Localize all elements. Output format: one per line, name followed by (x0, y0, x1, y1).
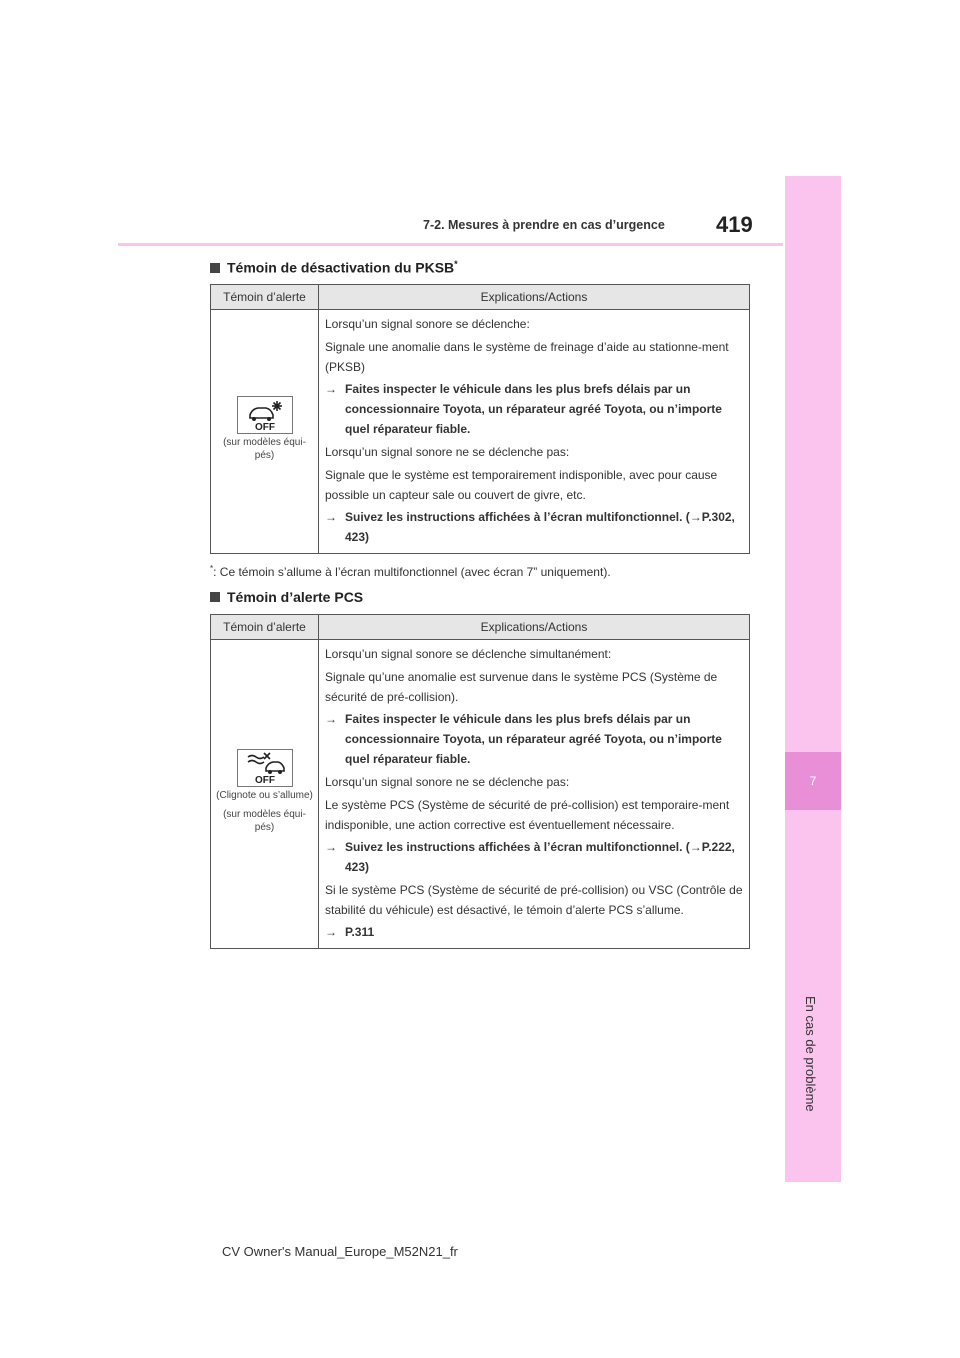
section-title-pcs: Témoin d’alerte PCS (210, 589, 363, 605)
explanation-cell (319, 640, 750, 949)
action-instruction: → Suivez les instructions affichées à l’écran multifonctionnel. (→P.302, 423) (325, 507, 743, 547)
explanation-text: Si le système PCS (Système de sécurité de pré-collision) ou VSC (Contrôle de stabilité du véhicule) est désactivé, le témoin d’alerte PCS s’allume. (325, 883, 743, 917)
icon-note: (sur modèles équi-pés) (223, 436, 306, 461)
icon-cell (211, 640, 319, 949)
col-header-warning-light: Témoin d’alerte (211, 615, 319, 640)
header-rule (118, 243, 783, 246)
col-header-explanations: Explications/Actions (319, 615, 750, 640)
explanation-text: Signale une anomalie dans le système de freinage d’aide au stationne-ment (PKSB) (325, 340, 729, 374)
footnote: *: Ce témoin s’allume à l’écran multifonctionnel (avec écran 7” uniquement). (210, 564, 611, 579)
col-header-explanations: Explications/Actions (319, 285, 750, 310)
page-reference[interactable]: → P.311 (325, 922, 743, 942)
page-number: 419 (716, 212, 753, 237)
section-title-pksb: Témoin de désactivation du PKSB* (210, 259, 458, 276)
pksb-off-icon (237, 396, 293, 434)
arrow-icon: → (325, 510, 337, 524)
explanation-text: Signale que le système est temporairement indisponible, avec pour cause possible un capteur sale ou couvert de givre, etc. (325, 468, 718, 502)
condition-text: Lorsqu’un signal sonore se déclenche: (325, 317, 530, 331)
icon-cell (211, 310, 319, 554)
square-bullet-icon (210, 263, 220, 273)
section-heading: 7-2. Mesures à prendre en cas d’urgence (423, 218, 665, 232)
col-header-warning-light: Témoin d’alerte (211, 285, 319, 310)
pcs-warning-table (210, 614, 750, 949)
manual-footer: CV Owner's Manual_Europe_M52N21_fr (222, 1244, 458, 1259)
svg-text:OFF: OFF (254, 421, 275, 432)
action-instruction: → Suivez les instructions affichées à l’écran multifonctionnel. (→P.222, 423) (325, 837, 743, 877)
condition-text: Lorsqu’un signal sonore ne se déclenche pas: (325, 775, 570, 789)
icon-note: (sur modèles équi-pés) (223, 808, 306, 833)
chapter-title: En cas de problème (803, 996, 818, 1112)
condition-text: Lorsqu’un signal sonore ne se déclenche pas: (325, 445, 570, 459)
arrow-icon: → (325, 840, 337, 854)
arrow-icon: → (325, 712, 337, 726)
arrow-icon: → (325, 925, 337, 939)
icon-note: (Clignote ou s’allume) (216, 789, 313, 801)
square-bullet-icon (210, 592, 220, 602)
explanation-text: Le système PCS (Système de sécurité de pré-collision) est temporaire-ment indisponible, une action corrective est éventuellement nécessaire. (325, 798, 730, 832)
explanation-cell (319, 310, 750, 554)
svg-text:OFF: OFF (254, 774, 275, 785)
condition-text: Lorsqu’un signal sonore se déclenche simultanément: (325, 647, 612, 661)
action-instruction: → Faites inspecter le véhicule dans les plus brefs délais par un concessionnaire Toyota, un réparateur agréé Toyota, ou n’importe quel réparateur fiable. (325, 379, 743, 439)
chapter-number: 7 (785, 752, 841, 810)
pksb-warning-table (210, 284, 750, 554)
chapter-side-tab (785, 176, 841, 1182)
pcs-off-icon (237, 749, 293, 787)
explanation-text: Signale qu’une anomalie est survenue dans le système PCS (Système de sécurité de pré-collision). (325, 670, 718, 704)
action-instruction: → Faites inspecter le véhicule dans les plus brefs délais par un concessionnaire Toyota, un réparateur agréé Toyota, ou n’importe quel réparateur fiable. (325, 709, 743, 769)
footnote-mark: * (454, 259, 458, 269)
arrow-icon: → (325, 382, 337, 396)
